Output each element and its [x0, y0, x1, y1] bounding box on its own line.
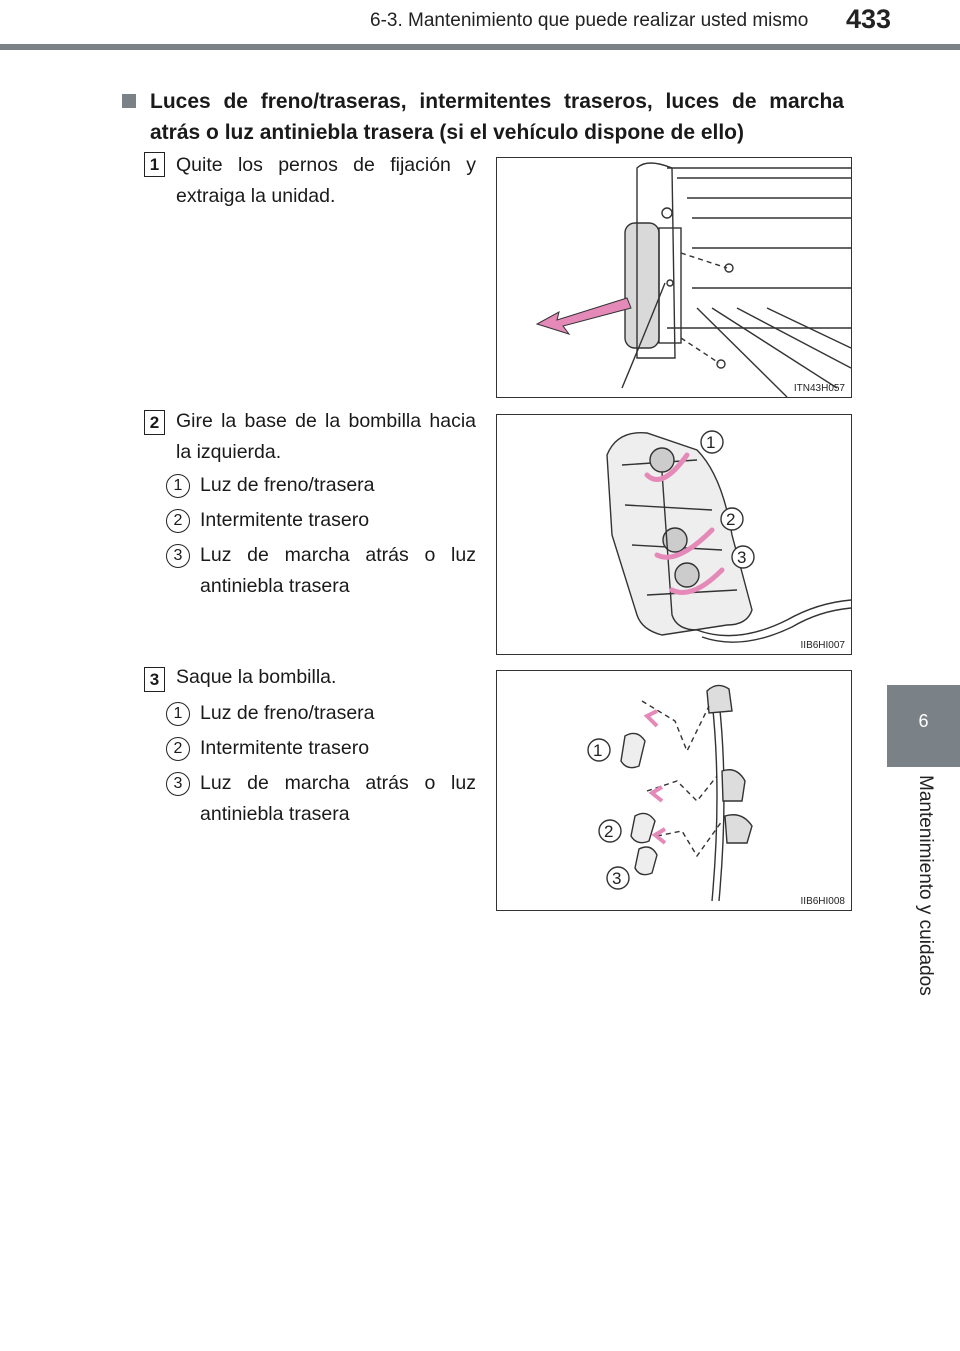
figure-remove-bulb: [496, 670, 852, 911]
step-number-3: 3: [144, 667, 165, 692]
chapter-tab: [887, 685, 960, 767]
figure-code: IIB6HI007: [800, 640, 845, 651]
figure-callout-2: 2: [604, 822, 614, 841]
header-rule: [0, 44, 960, 50]
chapter-number: 6: [918, 711, 929, 731]
square-bullet-icon: [122, 94, 136, 108]
step-2-text: Gire la base de la bombilla hacia la izquierda.: [176, 410, 476, 463]
step-2-item-3-number: 3: [166, 544, 190, 568]
bulb-removal-illustration: [497, 671, 851, 910]
figure-callout-3: 3: [612, 869, 622, 888]
step-2-item-3-text: Luz de marcha atrás o luz antiniebla trasera: [200, 544, 476, 597]
figure-callout-2: 2: [726, 510, 736, 529]
step-2-item-2-text: Intermitente trasero: [200, 509, 370, 531]
step-1-text: Quite los pernos de fijación y extraiga la unidad.: [176, 154, 476, 207]
step-3-item-1-number: 1: [166, 702, 190, 726]
figure-remove-unit: [496, 157, 852, 398]
bulb-base-rotation-illustration: [497, 415, 851, 654]
figure-callout-1: 1: [706, 433, 716, 452]
step-number-1: 1: [144, 152, 165, 177]
step-3-item-3-number: 3: [166, 772, 190, 796]
section-title: 6-3. Mantenimiento que puede realizar usted mismo: [370, 10, 809, 31]
step-3-item-3-text: Luz de marcha atrás o luz antiniebla trasera: [200, 772, 476, 825]
step-3-text: Saque la bombilla.: [176, 666, 337, 688]
step-2-item-1-text: Luz de freno/trasera: [200, 474, 375, 496]
figure-callout-1: 1: [593, 741, 603, 760]
chapter-title: Mantenimiento y cuidados: [915, 775, 936, 996]
page-number: 433: [846, 4, 892, 34]
figure-code: ITN43H057: [793, 383, 845, 394]
step-2-item-1-number: 1: [166, 474, 190, 498]
figure-turn-bulb-base: [496, 414, 852, 655]
tail-light-removal-illustration: [497, 158, 851, 397]
step-number-2: 2: [144, 410, 165, 435]
figure-code: IIB6HI008: [800, 896, 845, 907]
section-heading: [128, 86, 844, 148]
figure-callout-3: 3: [737, 548, 747, 567]
step-2-item-2-number: 2: [166, 509, 190, 533]
heading-text: Luces de freno/traseras, intermitentes traseros, luces de marcha atrás o luz antiniebla trasera (si el vehículo dispone de ello): [150, 90, 844, 144]
step-3-item-1-text: Luz de freno/trasera: [200, 702, 375, 724]
step-3-item-2-number: 2: [166, 737, 190, 761]
step-3-item-2-text: Intermitente trasero: [200, 737, 370, 759]
